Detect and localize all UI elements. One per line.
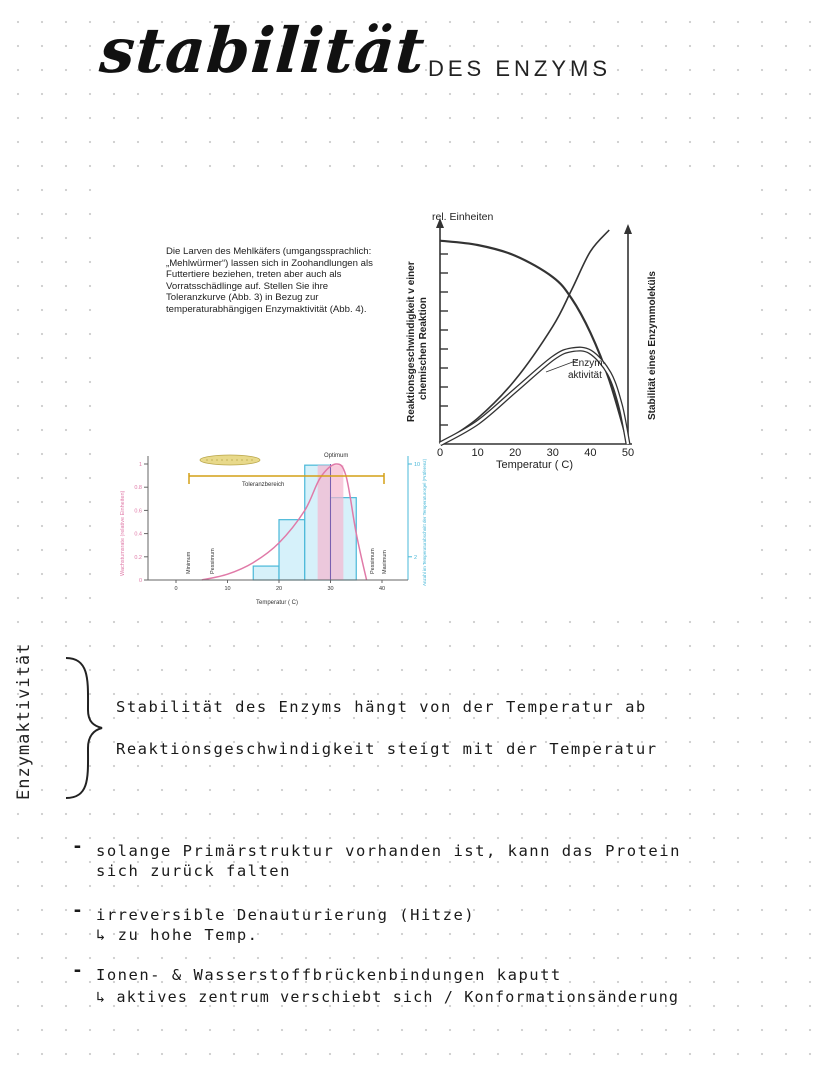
enzyme-chart-y2-arrow xyxy=(624,224,632,234)
page-title: stabilität xyxy=(97,14,428,87)
enzyme-chart-xlabel: Temperatur ( C) xyxy=(496,459,574,471)
enzyme-x-tick-label: 50 xyxy=(621,447,635,459)
enzyme-chart-ylabel-line2: chemischen Reaktion xyxy=(418,297,429,400)
task-text: Die Larven des Mehlkäfers (umgangssprachlich: „Mehlwürmer“) lassen sich in Zoohandlungen als Futtertiere beziehen, treten aber auch als Vorratsschädlinge auf. Stellen Sie ihre Toleranzkurve (Abb. 3) in Bezug zur temperaturabhängigen Enzymaktivität (Abb. 4). xyxy=(166,246,373,315)
curly-brace-icon xyxy=(60,652,110,802)
page-subtitle: DES ENZYMS xyxy=(428,56,612,81)
tolerance-x-tick-label: 0 xyxy=(174,586,178,592)
tolerance-x-tick-label: 40 xyxy=(378,586,386,592)
tolerance-y-tick-label: 0.6 xyxy=(134,508,142,515)
pessimum-left-label: Pessimum xyxy=(210,548,216,574)
bullet-dash-3: - xyxy=(72,960,83,981)
larva-icon xyxy=(200,455,260,465)
tolerance-chart-x-ticks xyxy=(174,580,385,592)
optimum-label: Optimum xyxy=(324,453,349,459)
enzyme-chart-ylabel-top: rel. Einheiten xyxy=(432,211,494,223)
enzyme-chart xyxy=(396,200,668,478)
enzyme-chart-x-ticks xyxy=(437,447,634,459)
enzyme-x-tick-label: 40 xyxy=(584,447,597,459)
tolerance-y-tick-label: 0 xyxy=(138,578,142,584)
tolerance-y-tick-label: 1 xyxy=(138,462,142,468)
enzyme-series-line xyxy=(440,230,609,444)
tolerance-chart-ylabel: Wachstumsrate (relative Einheiten) xyxy=(120,490,126,576)
brace-note-2: Reaktionsgeschwindigkeit steigt mit der Temperatur xyxy=(116,740,658,758)
bullet-2-line2: ↳ zu hohe Temp. xyxy=(96,926,259,944)
pessimum-right-label: Pessimum xyxy=(370,548,376,574)
enzyme-x-tick-label: 10 xyxy=(471,447,484,459)
tolerance-bar xyxy=(253,566,279,580)
tolerance-x-tick-label: 30 xyxy=(327,586,334,592)
enzyme-series-line xyxy=(440,241,628,444)
enzyme-x-tick-label: 0 xyxy=(436,447,444,459)
bullet-3-line1: Ionen- & Wasserstoffbrückenbindungen kaputt xyxy=(96,966,562,984)
brace-note-1: Stabilität des Enzyms hängt von der Temperatur ab xyxy=(116,698,647,716)
enzyme-annotation-line1: Enzym- xyxy=(572,358,606,369)
tolerance-y-tick-label: 0.4 xyxy=(134,531,142,538)
enzyme-chart-ylabel-line1: Reaktionsgeschwindigkeit v einer xyxy=(406,261,417,422)
tolerance-y-tick-label: 0.8 xyxy=(134,485,142,492)
minimum-label: Minimum xyxy=(186,551,192,574)
tolerance-x-tick-label: 10 xyxy=(224,586,231,592)
side-label: Enzymaktivität xyxy=(14,642,34,800)
bullet-dash-1: - xyxy=(72,836,83,857)
tolerance-chart-y-ticks xyxy=(134,462,148,584)
tolerance-range-label: Toleranzbereich xyxy=(242,482,285,488)
bullet-dash-2: - xyxy=(72,900,83,921)
tolerance-x-tick-label: 20 xyxy=(275,586,283,592)
enzyme-chart-y2label: Stabilität eines Enzymmoleküls xyxy=(647,271,658,420)
enzyme-x-tick-label: 30 xyxy=(546,447,559,459)
bullet-3-line2: ↳ aktives zentrum verschiebt sich / Konformationsänderung xyxy=(96,988,680,1006)
enzyme-annotation-line2: aktivität xyxy=(568,370,602,381)
tolerance-y2-tick-label: 2 xyxy=(414,554,418,561)
bullet-1-line1: solange Primärstruktur vorhanden ist, kann das Protein xyxy=(96,842,681,860)
maximum-label: Maximum xyxy=(382,550,388,574)
bullet-2-line1: irreversible Denauturierung (Hitze) xyxy=(96,906,476,924)
tolerance-chart xyxy=(114,446,444,610)
tolerance-y-tick-label: 0.2 xyxy=(134,554,142,561)
bullet-1-line2: sich zurück falten xyxy=(96,862,291,880)
tolerance-y2-tick-label: 10 xyxy=(414,462,421,468)
enzyme-x-tick-label: 20 xyxy=(509,447,522,459)
enzyme-chart-y-ticks xyxy=(440,254,448,425)
tolerance-chart-xlabel: Temperatur ( C) xyxy=(256,600,299,606)
tolerance-chart-y2label: Anzahl im Temperaturabschnitt der Temperaturorgel (Präferenz) xyxy=(422,458,427,586)
enzyme-chart-curves xyxy=(440,230,628,444)
